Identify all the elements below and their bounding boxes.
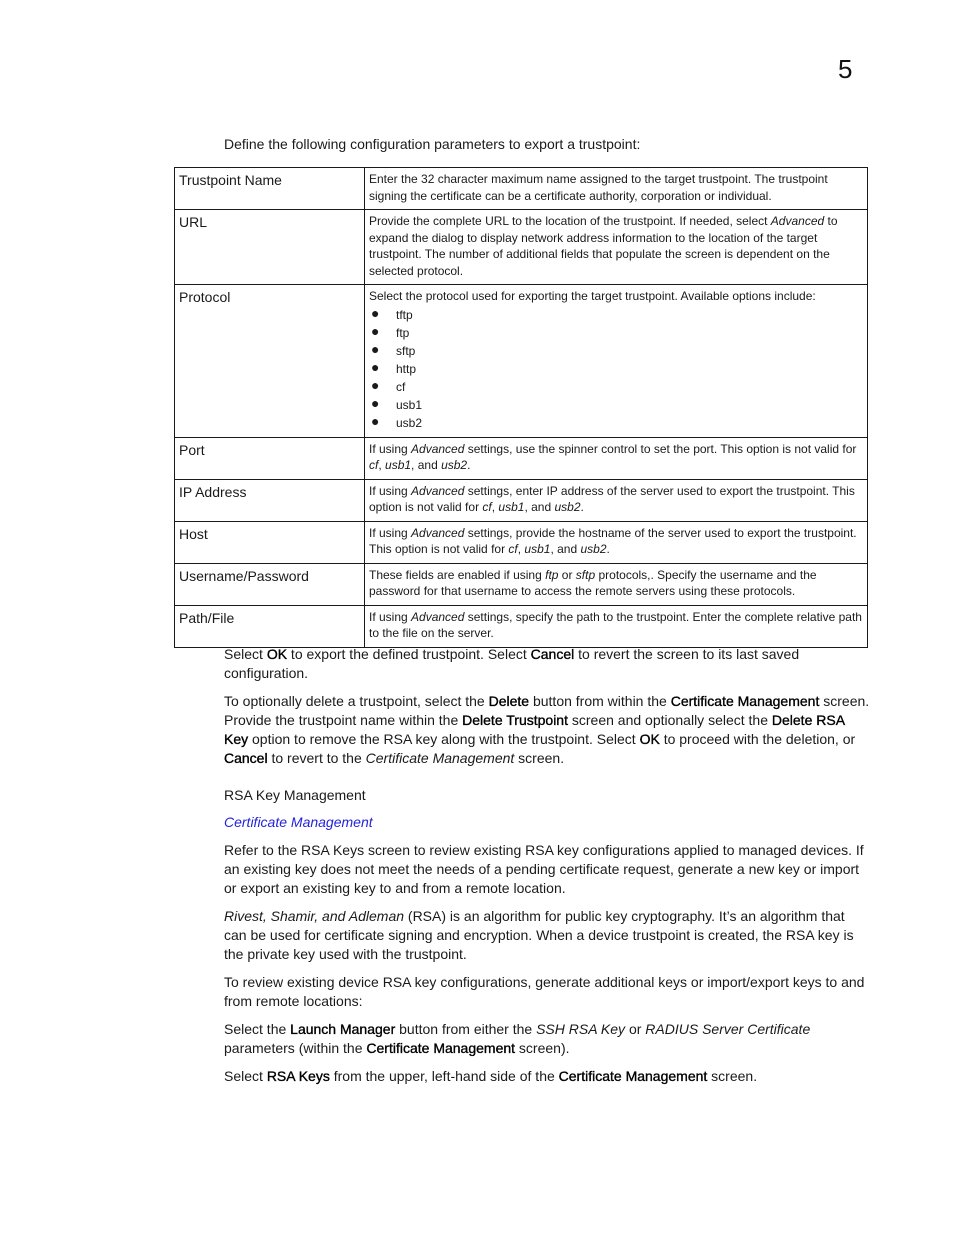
text-run: OK (266, 646, 288, 662)
param-name: Username/Password (175, 563, 365, 605)
text-run: or (558, 567, 576, 582)
text-run: button from within the (529, 693, 671, 709)
param-name: Path/File (175, 605, 365, 647)
section-heading: RSA Key Management (224, 787, 366, 803)
table-row (175, 521, 868, 563)
text-run: usb1 (524, 542, 551, 556)
text-run: settings, enter IP address of the server used to export the trustpoint. This option is not valid for (369, 483, 855, 514)
text-run: These fields are enabled if using (369, 567, 546, 582)
bullet-icon: ● (371, 412, 380, 429)
text-run: RADIUS Server Certificate (645, 1021, 811, 1037)
list-item (369, 342, 863, 360)
text-run: Advanced (770, 214, 825, 228)
text-run: to export the defined trustpoint. Select (287, 646, 531, 662)
option-label: ftp (396, 325, 410, 340)
text-run: protocols,. Specify the username and the password for that username to access the remote servers using these protocols. (369, 567, 817, 598)
table-row (175, 285, 868, 438)
text-run: Advanced (411, 483, 465, 498)
list-item (369, 306, 863, 324)
protocol-options-list (369, 306, 863, 432)
text-run: cf (482, 500, 492, 514)
bullet-icon: ● (371, 394, 380, 411)
bullet-icon: ● (371, 322, 380, 339)
text-run: , and (550, 542, 581, 556)
paragraph-export-ok (224, 645, 870, 683)
body-text (224, 645, 870, 1095)
text-run: SSH RSA Key (536, 1021, 626, 1037)
param-description (365, 479, 868, 521)
text-run: screen and optionally select the (567, 712, 772, 728)
paragraph-review-keys: To review existing device RSA key configurations, generate additional keys or import/export keys to and from remote locations: (224, 974, 865, 1009)
paragraph-launch-manager (224, 1020, 870, 1058)
text-run: cf (369, 458, 379, 472)
paragraph-delete-trustpoint (224, 692, 870, 768)
text-run: . (467, 458, 471, 472)
text-run: , (378, 458, 386, 472)
bullet-icon: ● (371, 304, 380, 321)
text-run: to proceed with the deletion, or (659, 731, 856, 747)
text-run: option to remove the RSA key along with the trustpoint. Select (248, 731, 640, 747)
text-run: , and (524, 500, 555, 514)
text-run: . (580, 500, 584, 514)
text-run: screen. (707, 1068, 758, 1084)
text-run: . (606, 542, 610, 556)
text-run: , and (411, 458, 442, 472)
text-run: RSA Keys (266, 1068, 330, 1084)
param-description (365, 605, 868, 647)
text-run: settings, specify the path to the trustpoint. Enter the complete relative path to the file on the server. (369, 609, 862, 640)
param-description (365, 437, 868, 479)
text-run: Delete RSA Key (224, 712, 845, 747)
list-item (369, 414, 863, 432)
text-run: screen. (514, 750, 565, 766)
text-run: screen. Provide the trustpoint name within the (224, 693, 870, 728)
text-run: , (491, 500, 499, 514)
intro-text: Define the following configuration parameters to export a trustpoint: (224, 136, 641, 152)
protocol-intro: Select the protocol used for exporting the target trustpoint. Available options include: (369, 289, 816, 303)
bullet-icon: ● (371, 358, 380, 375)
param-name: Trustpoint Name (175, 168, 365, 210)
text-run: Advanced (411, 609, 465, 624)
param-name: IP Address (175, 479, 365, 521)
option-label: cf (396, 379, 406, 394)
list-item (369, 396, 863, 414)
text-run: screen). (515, 1040, 570, 1056)
text-run: usb1 (385, 458, 412, 472)
text-run: ftp (545, 567, 559, 582)
text-run: from the upper, left-hand side of the (329, 1068, 559, 1084)
table-row (175, 210, 868, 285)
param-name: Host (175, 521, 365, 563)
text-run: Advanced (411, 525, 465, 540)
text-run: to revert the screen to its last saved configuration. (224, 646, 800, 681)
text-run: Certificate Management (365, 750, 515, 766)
text-run: usb1 (498, 500, 525, 514)
bullet-icon: ● (371, 376, 380, 393)
option-label: sftp (396, 343, 416, 358)
paragraph-rsa-definition (224, 907, 870, 964)
section-link-paragraph (224, 813, 870, 832)
text-run: Select (224, 1068, 267, 1084)
param-name: URL (175, 210, 365, 285)
param-description (365, 210, 868, 285)
table-row (175, 168, 868, 210)
table-row (175, 605, 868, 647)
bullet-icon: ● (371, 340, 380, 357)
text-run: Certificate Management (558, 1068, 708, 1084)
text-run: Select (224, 646, 267, 662)
text-run: parameters (within the (224, 1040, 367, 1056)
text-run: To optionally delete a trustpoint, select the (224, 693, 489, 709)
list-item (369, 378, 863, 396)
chapter-number: 5 (838, 54, 853, 84)
option-label: http (396, 361, 417, 376)
text-run: usb2 (554, 500, 581, 514)
text-run: If using (369, 483, 412, 498)
text-run: Cancel (530, 646, 575, 662)
certificate-management-link[interactable]: Certificate Management (224, 814, 373, 830)
text-run: button from either the (395, 1021, 537, 1037)
table-row (175, 437, 868, 479)
list-item (369, 360, 863, 378)
text-run: (RSA) is an algorithm for public key cryptography. It’s an algorithm that can be used for certificate signing and encryption. When a device trustpoint is created, the RSA key is the private key used with the trustpoint. (224, 908, 854, 962)
text-run: , (517, 542, 525, 556)
text-run: Cancel (224, 750, 268, 766)
text-run: or (625, 1021, 646, 1037)
text-run: Certificate Management (670, 693, 820, 709)
param-description (365, 285, 868, 438)
param-name: Port (175, 437, 365, 479)
param-description: Enter the 32 character maximum name assigned to the target trustpoint. The trustpoint signing the certificate can be a certificate authority, corporation or individual. (365, 168, 868, 210)
parameters-table (174, 167, 868, 648)
text-run: cf (508, 542, 518, 556)
text-run: OK (639, 731, 660, 747)
text-run: settings, use the spinner control to set the port. This option is not valid for (464, 441, 857, 456)
text-run: Delete Trustpoint (462, 712, 568, 728)
option-label: usb1 (396, 397, 423, 412)
text-run: If using (369, 525, 412, 540)
text-run: settings, provide the hostname of the server used to export the trustpoint. This option is not valid for (369, 525, 857, 556)
text-run: sftp (575, 567, 596, 582)
param-name: Protocol (175, 285, 365, 438)
text-run: usb2 (441, 458, 468, 472)
param-description (365, 521, 868, 563)
text-run: If using (369, 441, 412, 456)
param-description (365, 563, 868, 605)
paragraph-rsa-intro: Refer to the RSA Keys screen to review existing RSA key configurations applied to managed devices. If an existing key does not meet the needs of a pending certificate request, generate a new key or import or export an existing key to and from a remote location. (224, 842, 864, 896)
paragraph-select-rsa-keys (224, 1067, 870, 1086)
text-run: to revert to the (267, 750, 366, 766)
text-run: Certificate Management (366, 1040, 516, 1056)
text-run: If using (369, 609, 412, 624)
text-run: Delete (488, 693, 530, 709)
table-row (175, 479, 868, 521)
list-item (369, 324, 863, 342)
text-run: Provide the complete URL to the location of the trustpoint. If needed, select (369, 214, 771, 228)
option-label: usb2 (396, 415, 423, 430)
text-run: to expand the dialog to display network address information to the location of the target trustpoint. The number of additional fields that populate the screen is dependent on the selected protocol. (369, 214, 838, 278)
text-run: Rivest, Shamir, and Adleman (224, 908, 405, 924)
text-run: Advanced (411, 441, 465, 456)
text-run: Select the (224, 1021, 291, 1037)
text-run: usb2 (580, 542, 607, 556)
option-label: tftp (396, 307, 413, 322)
text-run: Launch Manager (290, 1021, 396, 1037)
table-row (175, 563, 868, 605)
